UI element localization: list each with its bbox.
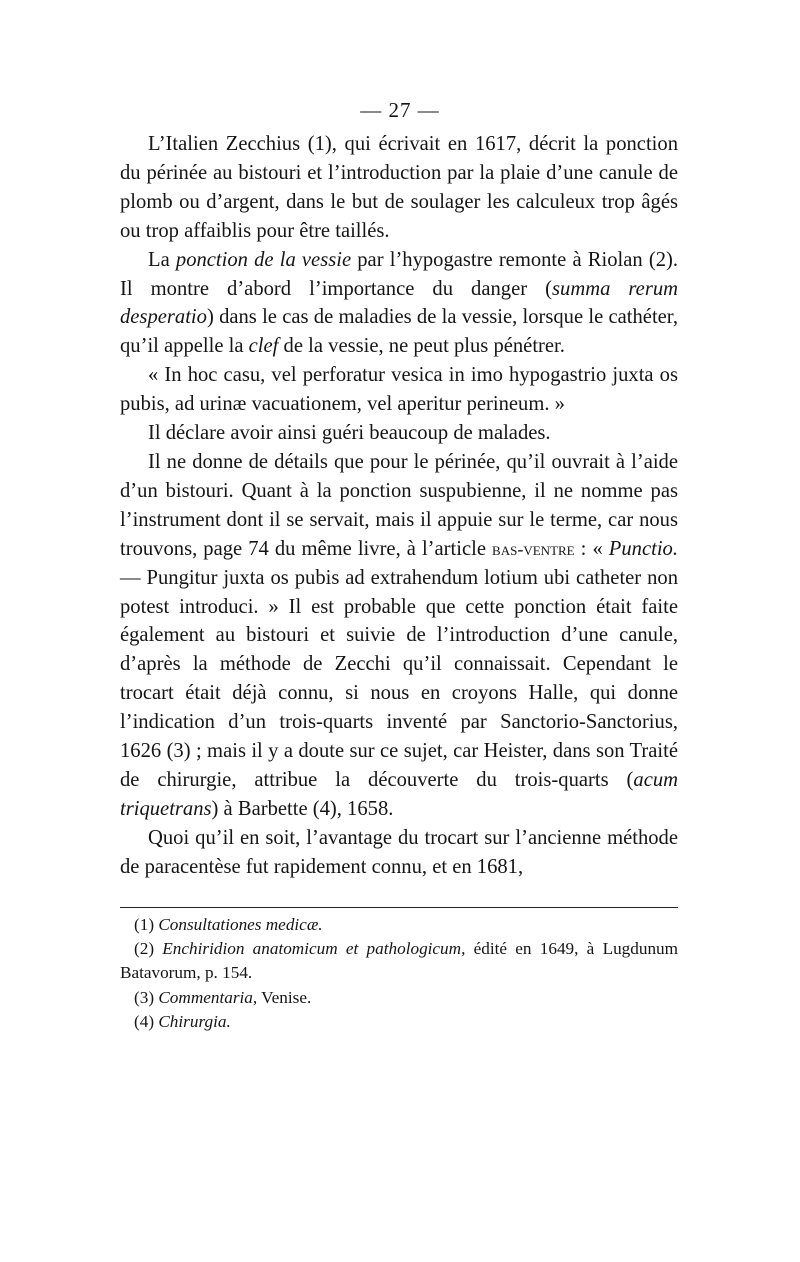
emphasis: clef [248, 335, 279, 358]
small-caps-term: bas-ventre [492, 538, 575, 559]
paragraph: La ponction de la vessie par l’hypogastre remonte à Riolan (2). Il montre d’abord l’importance du danger (summa rerum desperatio) dans le cas de maladies de la vessie, lorsque le cathéter, qu’il appelle la clef de la vessie, ne peut plus pénétrer. [120, 248, 679, 358]
footnotes [120, 913, 678, 1034]
emphasis: acum triquetrans [120, 768, 678, 820]
emphasis: Punctio. [608, 537, 678, 560]
page-number: — 27 — [360, 98, 440, 122]
paragraph: Quoi qu’il en soit, l’avantage du trocart sur l’ancienne méthode de paracentèse fut rapidement connu, et en 1681, [120, 826, 678, 878]
footnote: (3) Commentaria, Venise. [134, 987, 312, 1007]
emphasis: ponction de la vessie [175, 248, 352, 271]
footnote-separator [120, 907, 678, 908]
paragraph: « In hoc casu, vel perforatur vesica in imo hypogastrio juxta os pubis, ad urinæ vacuationem, vel aperitur perineum. » [120, 364, 678, 416]
paragraph: Il déclare avoir ainsi guéri beaucoup de malades. [148, 422, 551, 445]
footnote: (1) Consultationes medicæ. [134, 915, 323, 934]
emphasis: summa rerum desperatio [120, 277, 679, 329]
paragraph: L’Italien Zecchius (1), qui écrivait en 1617, décrit la ponction du périnée au bistouri et l’introduction par la plaie d’une canule de plomb ou d’argent, dans le but de soulager les calculeux trop âgés ou trop affaiblis pour être taillés. [120, 133, 678, 242]
footnote: (4) Chirurgia. [134, 1011, 231, 1031]
body-text [120, 130, 678, 882]
footnote: (2) Enchiridion anatomicum et pathologicum, édité en 1649, à Lugdunum Batavorum, p. 154. [120, 939, 678, 983]
paragraph: Il ne donne de détails que pour le périnée, qu’il ouvrait à l’aide d’un bistouri. Quant à la ponction suspubienne, il ne nomme pas l’instrument dont il se servait, mais il appuie sur le terme, car nous trouvons, page 74 du même livre, à l’article bas-ventre : « Punctio. — Pungitur juxta os pubis ad extrahendum lotium ubi catheter non potest introduci. » Il est probable que cette ponction était faite également au bistouri et suivie de l’introduction d’une canule, d’après la méthode de Zecchi qu’il connaissait. Cependant le trocart était déjà connu, si nous en croyons Halle, qui donne l’indication d’un trois-quarts inventé par Sanctorio-Sanctorius, 1626 (3) ; mais il y a doute sur ce sujet, car Heister, dans son Traité de chirurgie, attribue la découverte du trois-quarts (acum triquetrans) à Barbette (4), 1658. [120, 450, 678, 820]
